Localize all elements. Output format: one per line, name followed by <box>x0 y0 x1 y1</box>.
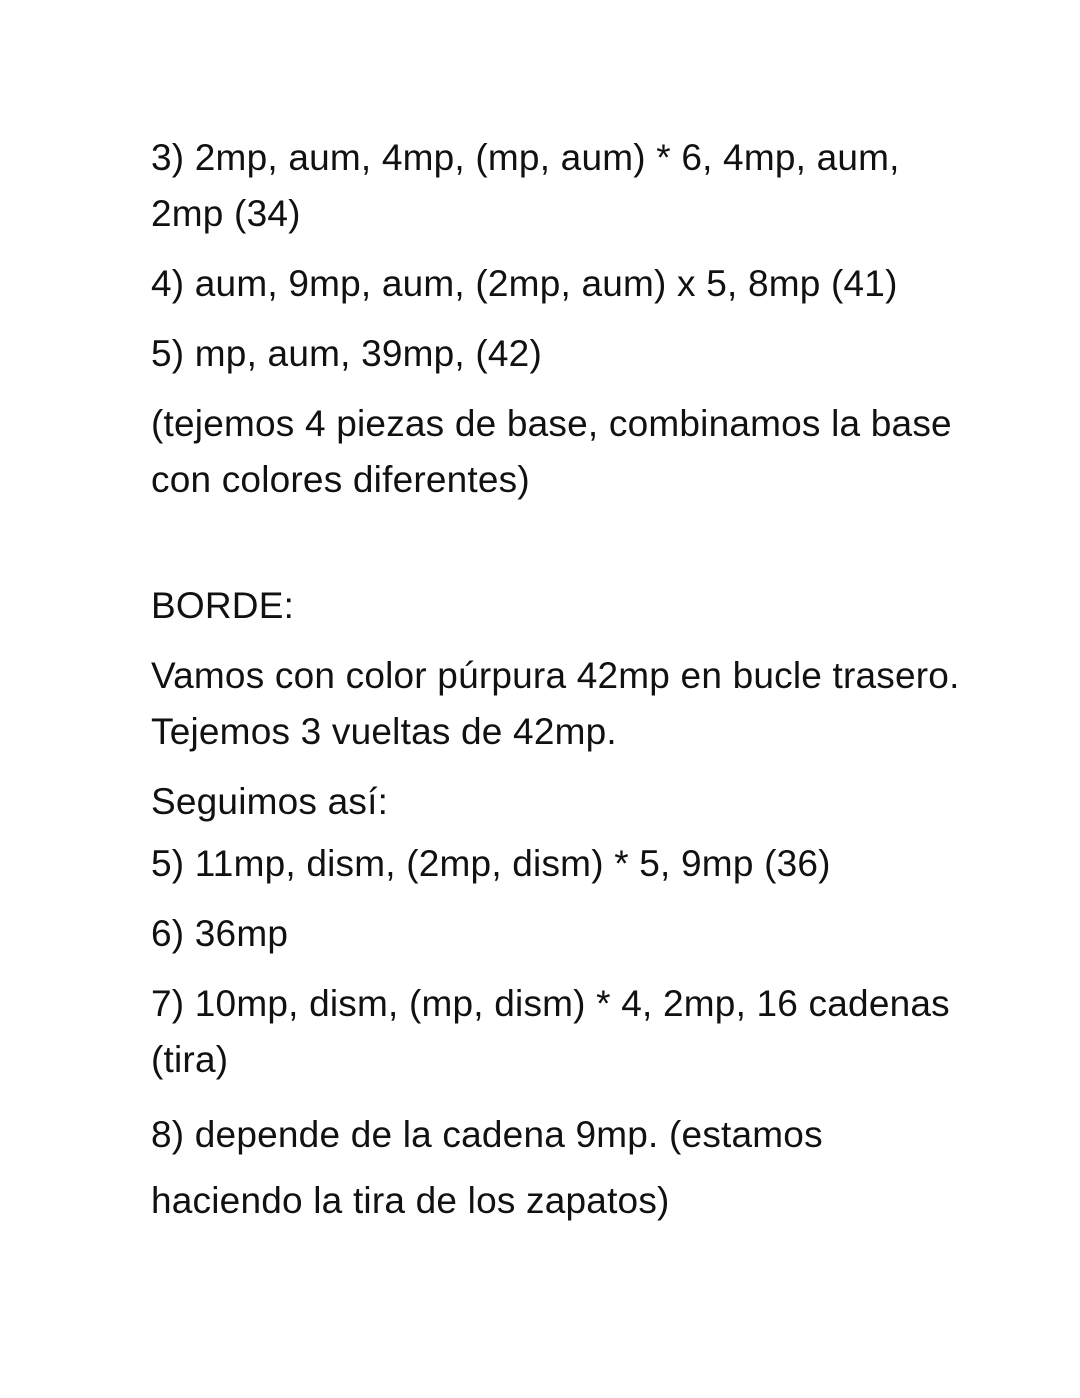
borde-row-7: 7) 10mp, dism, (mp, dism) * 4, 2mp, 16 cadenas (tira) <box>151 983 950 1080</box>
borde-row-6: 6) 36mp <box>151 913 289 954</box>
borde-row-5: 5) 11mp, dism, (2mp, dism) * 5, 9mp (36) <box>151 843 831 884</box>
continue-label: Seguimos así: <box>151 781 389 822</box>
section-heading-borde: BORDE: <box>151 585 295 626</box>
document-body <box>151 130 971 1234</box>
borde-row-8: 8) depende de la cadena 9mp. (estamos haciendo la tira de los zapatos) <box>151 1114 823 1221</box>
base-note: (tejemos 4 piezas de base, combinamos la base con colores diferentes) <box>151 403 952 500</box>
row-5-instruction: 5) mp, aum, 39mp, (42) <box>151 333 542 374</box>
row-3-instruction: 3) 2mp, aum, 4mp, (mp, aum) * 6, 4mp, aum, 2mp (34) <box>151 137 900 234</box>
borde-intro: Vamos con color púrpura 42mp en bucle trasero. Tejemos 3 vueltas de 42mp. <box>151 655 960 752</box>
row-4-instruction: 4) aum, 9mp, aum, (2mp, aum) x 5, 8mp (41) <box>151 263 898 304</box>
